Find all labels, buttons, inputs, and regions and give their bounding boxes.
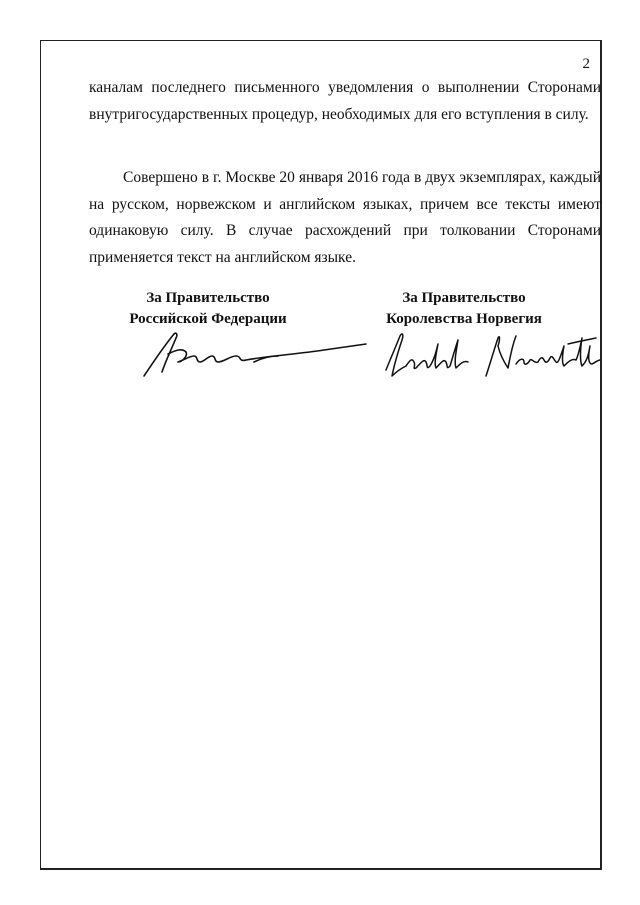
signatory-block-norway [366,288,562,330]
signatory-norway-line-2: Королевства Норвегия [386,311,542,327]
signatory-russia-line-1: За Правительство [146,290,270,306]
signatory-block-russia [110,288,306,330]
page-number: 2 [582,56,590,72]
signature-russia [138,326,370,382]
signature-norway [382,326,604,390]
body-paragraph-1: каналам последнего письменного уведомления о выполнении Сторонами внутригосударственных процедур, необходимых для его вступления в силу. [89,79,601,123]
body-paragraph-2: Совершено в г. Москве 20 января 2016 года в двух экземплярах, каждый на русском, норвежском и английском языках, причем все тексты имеют одинаковую силу. В случае расхождений при толковании Сторонами применяется текст на английском языке. [89,169,601,266]
signatory-norway-line-1: За Правительство [402,290,526,306]
signatory-russia-line-2: Российской Федерации [129,311,287,327]
